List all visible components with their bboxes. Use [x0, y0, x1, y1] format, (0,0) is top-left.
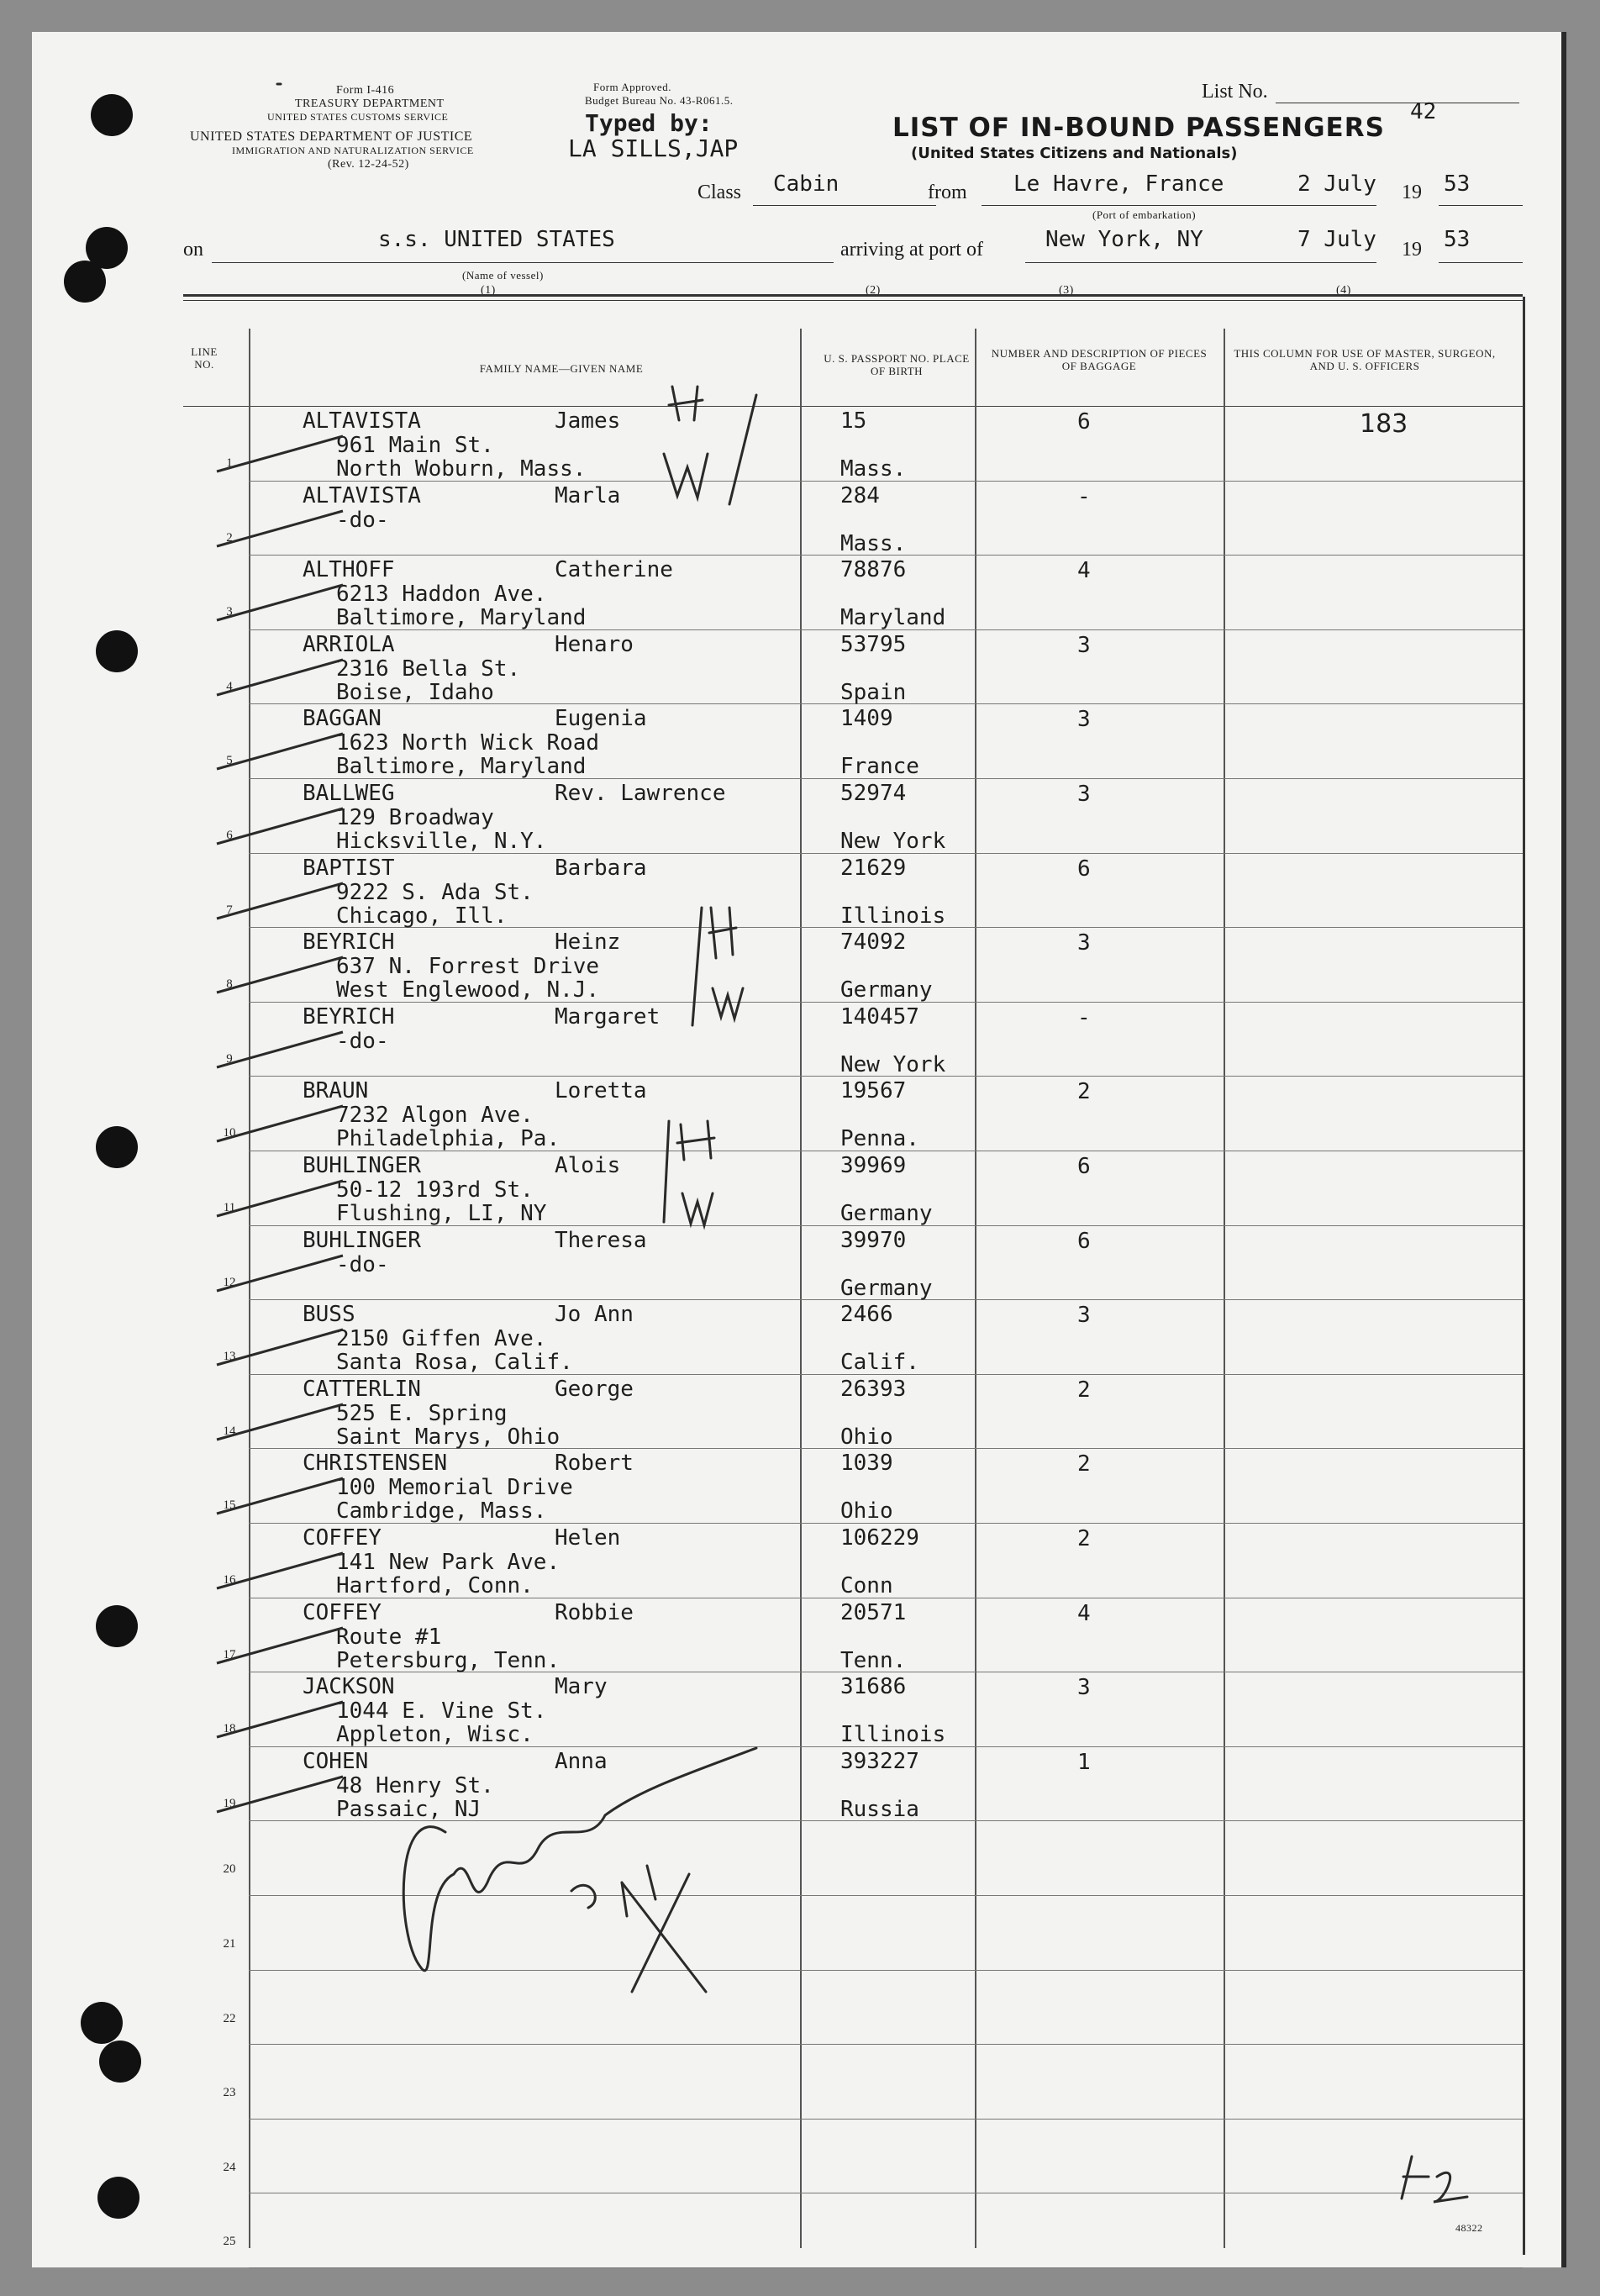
passenger-family-name: ALTAVISTA	[303, 408, 421, 434]
line-number: 21	[223, 1937, 236, 1951]
dept-treasury: TREASURY DEPARTMENT	[295, 97, 445, 110]
passenger-given-name: Rev. Lawrence	[555, 781, 726, 806]
line-number: 6	[226, 829, 233, 842]
list-no-label: List No.	[1202, 81, 1268, 103]
line-number: 17	[223, 1648, 236, 1661]
passport-number: 31686	[840, 1674, 907, 1699]
baggage-count: 2	[1077, 1079, 1091, 1104]
col-index-1: (1)	[481, 284, 496, 297]
punch-hole	[96, 1605, 138, 1647]
line-number: 8	[226, 977, 233, 991]
passport-number: 15	[840, 408, 867, 434]
passenger-family-name: CATTERLIN	[303, 1377, 421, 1402]
passenger-given-name: Henaro	[555, 632, 634, 657]
line-number: 15	[223, 1498, 236, 1512]
line-number: 4	[226, 680, 233, 693]
passenger-address-line1: 2150 Giffen Ave.	[336, 1326, 547, 1351]
place-of-birth: New York	[840, 829, 946, 854]
page-subtitle: (United States Citizens and Nationals)	[911, 145, 1238, 162]
passenger-family-name: BUSS	[303, 1302, 355, 1327]
passport-number: 52974	[840, 781, 907, 806]
col-header-baggage: NUMBER AND DESCRIPTION OF PIECES OF BAGGAGE	[991, 347, 1208, 372]
arrival-date: 7 July	[1297, 227, 1376, 252]
passport-number: 74092	[840, 929, 907, 955]
passenger-given-name: Anna	[555, 1749, 608, 1774]
vessel-name: s.s. UNITED STATES	[378, 227, 615, 252]
passenger-family-name: CHRISTENSEN	[303, 1451, 448, 1476]
passenger-address-line1: 961 Main St.	[336, 433, 494, 458]
passenger-family-name: COFFEY	[303, 1600, 382, 1625]
line-number: 23	[223, 2086, 236, 2099]
line-number: 9	[226, 1052, 233, 1066]
punch-hole	[96, 1126, 138, 1168]
passenger-given-name: Theresa	[555, 1228, 647, 1253]
passenger-family-name: BAPTIST	[303, 856, 395, 881]
passport-number: 20571	[840, 1600, 907, 1625]
line-number: 18	[223, 1722, 236, 1735]
passenger-address-line1: 9222 S. Ada St.	[336, 880, 534, 905]
passenger-address-line2: Santa Rosa, Calif.	[336, 1350, 573, 1375]
arrival-year: 53	[1444, 227, 1471, 252]
passport-number: 284	[840, 483, 880, 508]
baggage-count: 2	[1077, 1451, 1091, 1477]
passenger-address-line2: Philadelphia, Pa.	[336, 1126, 561, 1151]
passenger-address-line2: Baltimore, Maryland	[336, 754, 587, 779]
from-value: Le Havre, France	[1013, 171, 1224, 197]
passenger-family-name: ALTHOFF	[303, 557, 395, 582]
arrival-port: New York, NY	[1045, 227, 1203, 252]
place-of-birth: Germany	[840, 977, 933, 1003]
baggage-count: 3	[1077, 782, 1091, 807]
passenger-address-line1: 1623 North Wick Road	[336, 730, 600, 756]
baggage-count: 4	[1077, 558, 1091, 583]
baggage-count: 3	[1077, 930, 1091, 956]
place-of-birth: Ohio	[840, 1498, 893, 1524]
dept-ins: IMMIGRATION AND NATURALIZATION SERVICE	[232, 145, 474, 156]
footer-code: 48322	[1455, 2222, 1483, 2234]
punch-hole	[97, 2177, 139, 2219]
typed-by-label: Typed by:	[585, 109, 713, 137]
place-of-birth: Mass.	[840, 531, 907, 556]
passenger-address-line1: 2316 Bella St.	[336, 656, 521, 682]
baggage-count: 3	[1077, 1675, 1091, 1700]
dept-justice: UNITED STATES DEPARTMENT OF JUSTICE	[190, 129, 473, 144]
place-of-birth: Germany	[840, 1201, 933, 1226]
passenger-address-line2: Hicksville, N.Y.	[336, 829, 547, 854]
passenger-address-line2: North Woburn, Mass.	[336, 456, 587, 482]
port-embark-note: (Port of embarkation)	[1092, 208, 1197, 221]
depart-year-prefix: 19	[1402, 182, 1422, 203]
row-divider	[249, 1970, 1523, 1971]
form-number: Form I-416	[336, 84, 395, 97]
row-divider	[249, 2044, 1523, 2045]
passport-number: 1409	[840, 706, 893, 731]
punch-hole	[91, 94, 133, 136]
passenger-address-line2: Hartford, Conn.	[336, 1573, 534, 1598]
baggage-count: 6	[1077, 1229, 1091, 1254]
baggage-count: 6	[1077, 856, 1091, 882]
passenger-given-name: Alois	[555, 1153, 621, 1178]
passenger-address-line2: West Englewood, N.J.	[336, 977, 600, 1003]
passenger-family-name: COFFEY	[303, 1525, 382, 1551]
passenger-address-line2: Baltimore, Maryland	[336, 605, 587, 630]
passenger-address-line2: Boise, Idaho	[336, 680, 494, 705]
passport-number: 393227	[840, 1749, 919, 1774]
col-header-officers: THIS COLUMN FOR USE OF MASTER, SURGEON, AND U. S. OFFICERS	[1234, 347, 1496, 372]
passenger-address-line1: 50-12 193rd St.	[336, 1177, 534, 1203]
passenger-address-line1: Route #1	[336, 1625, 442, 1650]
row-divider	[249, 2119, 1523, 2120]
on-label: on	[183, 239, 203, 261]
baggage-count: 2	[1077, 1526, 1091, 1551]
punch-hole	[96, 630, 138, 672]
passenger-address-line2: Chicago, Ill.	[336, 903, 508, 929]
passport-number: 140457	[840, 1004, 919, 1030]
page-title: LIST OF IN-BOUND PASSENGERS	[892, 113, 1385, 143]
passenger-address-line1: 48 Henry St.	[336, 1773, 494, 1798]
baggage-count: 3	[1077, 633, 1091, 658]
place-of-birth: Conn	[840, 1573, 893, 1598]
passenger-table	[183, 294, 1523, 2255]
passenger-address-line1: -do-	[336, 1029, 389, 1054]
col-index-4: (4)	[1336, 284, 1351, 297]
line-number: 11	[223, 1201, 236, 1214]
line-number: 7	[226, 903, 233, 917]
passenger-family-name: COHEN	[303, 1749, 369, 1774]
passenger-given-name: Robert	[555, 1451, 634, 1476]
passenger-given-name: Mary	[555, 1674, 608, 1699]
punch-hole	[99, 2041, 141, 2083]
passport-number: 21629	[840, 856, 907, 881]
passenger-given-name: George	[555, 1377, 634, 1402]
col-header-name: FAMILY NAME—GIVEN NAME	[479, 362, 644, 375]
passenger-address-line1: 100 Memorial Drive	[336, 1475, 573, 1500]
passport-number: 19567	[840, 1078, 907, 1103]
passenger-address-line1: 129 Broadway	[336, 805, 494, 830]
place-of-birth: Penna.	[840, 1126, 919, 1151]
line-number: 3	[226, 605, 233, 619]
passenger-family-name: JACKSON	[303, 1674, 395, 1699]
passenger-family-name: BRAUN	[303, 1078, 369, 1103]
baggage-count: -	[1077, 484, 1091, 509]
line-number: 22	[223, 2012, 236, 2025]
line-number: 5	[226, 754, 233, 767]
passenger-given-name: Catherine	[555, 557, 673, 582]
baggage-count: 6	[1077, 409, 1091, 434]
revision-date: (Rev. 12-24-52)	[328, 158, 409, 171]
place-of-birth: Illinois	[840, 903, 946, 929]
line-number: 12	[223, 1276, 236, 1289]
line-number: 16	[223, 1573, 236, 1587]
dept-customs: UNITED STATES CUSTOMS SERVICE	[267, 111, 449, 123]
passenger-address-line1: 525 E. Spring	[336, 1401, 508, 1426]
punch-hole	[64, 261, 106, 303]
vessel-note: (Name of vessel)	[462, 269, 544, 282]
passenger-given-name: Robbie	[555, 1600, 634, 1625]
passport-number: 26393	[840, 1377, 907, 1402]
passenger-given-name: Jo Ann	[555, 1302, 634, 1327]
col-index-2: (2)	[866, 284, 881, 297]
row-divider	[249, 1895, 1523, 1896]
passenger-address-line1: 6213 Haddon Ave.	[336, 582, 547, 607]
place-of-birth: Calif.	[840, 1350, 919, 1375]
line-number: 10	[223, 1126, 236, 1140]
col-header-passport: U. S. PASSPORT NO. PLACE OF BIRTH	[824, 352, 970, 377]
passenger-given-name: James	[555, 408, 621, 434]
depart-year: 53	[1444, 171, 1471, 197]
passenger-family-name: ALTAVISTA	[303, 483, 421, 508]
passenger-given-name: Heinz	[555, 929, 621, 955]
line-number: 1	[226, 456, 233, 470]
passenger-address-line2: Cambridge, Mass.	[336, 1498, 547, 1524]
passenger-family-name: BEYRICH	[303, 929, 395, 955]
baggage-count: 6	[1077, 1154, 1091, 1179]
line-number: 19	[223, 1797, 236, 1810]
passenger-given-name: Helen	[555, 1525, 621, 1551]
passenger-family-name: ARRIOLA	[303, 632, 395, 657]
form-approved: Form Approved.	[593, 81, 671, 93]
from-label: from	[928, 182, 967, 203]
passport-number: 39970	[840, 1228, 907, 1253]
passenger-address-line2: Appleton, Wisc.	[336, 1722, 534, 1747]
passenger-address-line2: Flushing, LI, NY	[336, 1201, 547, 1226]
passport-number: 2466	[840, 1302, 893, 1327]
passenger-family-name: BALLWEG	[303, 781, 395, 806]
list-no-value: 42	[1410, 99, 1437, 124]
baggage-count: 3	[1077, 1303, 1091, 1328]
place-of-birth: Germany	[840, 1276, 933, 1301]
passenger-address-line2: Passaic, NJ	[336, 1797, 482, 1822]
passenger-address-line1: 1044 E. Vine St.	[336, 1698, 547, 1724]
passenger-address-line1: 141 New Park Ave.	[336, 1550, 561, 1575]
place-of-birth: Ohio	[840, 1424, 893, 1450]
row-divider	[249, 2267, 1523, 2268]
baggage-count: 4	[1077, 1601, 1091, 1626]
passenger-address-line1: 637 N. Forrest Drive	[336, 954, 600, 979]
baggage-count: 1	[1077, 1750, 1091, 1775]
passenger-given-name: Marla	[555, 483, 621, 508]
baggage-count: 2	[1077, 1377, 1091, 1403]
passenger-address-line2: Petersburg, Tenn.	[336, 1648, 561, 1673]
passenger-given-name: Barbara	[555, 856, 647, 881]
punch-hole	[81, 2002, 123, 2044]
depart-date: 2 July	[1297, 171, 1376, 197]
passenger-address-line1: 7232 Algon Ave.	[336, 1103, 534, 1128]
budget-bureau: Budget Bureau No. 43-R061.5.	[585, 94, 734, 107]
line-number: 25	[223, 2235, 236, 2248]
passport-number: 1039	[840, 1451, 893, 1476]
passenger-address-line2: Saint Marys, Ohio	[336, 1424, 561, 1450]
line-number: 13	[223, 1350, 236, 1363]
arrival-year-prefix: 19	[1402, 239, 1422, 261]
class-label: Class	[697, 182, 742, 203]
line-number: 20	[223, 1862, 236, 1876]
col-header-line-no: LINE NO.	[191, 345, 218, 371]
place-of-birth: Mass.	[840, 456, 907, 482]
passport-number: 78876	[840, 557, 907, 582]
col-index-3: (3)	[1059, 284, 1074, 297]
line-number: 24	[223, 2161, 236, 2174]
place-of-birth: France	[840, 754, 919, 779]
passenger-family-name: BUHLINGER	[303, 1153, 421, 1178]
place-of-birth: Tenn.	[840, 1648, 907, 1673]
passenger-given-name: Loretta	[555, 1078, 647, 1103]
baggage-count: -	[1077, 1005, 1091, 1030]
place-of-birth: Illinois	[840, 1722, 946, 1747]
line-number: 14	[223, 1424, 236, 1438]
passenger-family-name: BUHLINGER	[303, 1228, 421, 1253]
place-of-birth: Maryland	[840, 605, 946, 630]
place-of-birth: Russia	[840, 1797, 919, 1822]
place-of-birth: Spain	[840, 680, 907, 705]
passenger-given-name: Eugenia	[555, 706, 647, 731]
place-of-birth: New York	[840, 1052, 946, 1077]
passenger-address-line1: -do-	[336, 1252, 389, 1277]
passport-number: 39969	[840, 1153, 907, 1178]
typed-by-value: LA SILLS,JAP	[568, 134, 739, 162]
form-sheet	[32, 32, 1566, 2267]
passport-number: 106229	[840, 1525, 919, 1551]
passenger-family-name: BEYRICH	[303, 1004, 395, 1030]
passenger-address-line1: -do-	[336, 508, 389, 533]
arriving-label: arriving at port of	[840, 239, 983, 261]
officer-entry: 183	[1360, 409, 1408, 439]
baggage-count: 3	[1077, 707, 1091, 732]
line-number: 2	[226, 531, 233, 545]
class-value: Cabin	[773, 171, 839, 197]
passport-number: 53795	[840, 632, 907, 657]
passenger-given-name: Margaret	[555, 1004, 661, 1030]
passenger-family-name: BAGGAN	[303, 706, 382, 731]
